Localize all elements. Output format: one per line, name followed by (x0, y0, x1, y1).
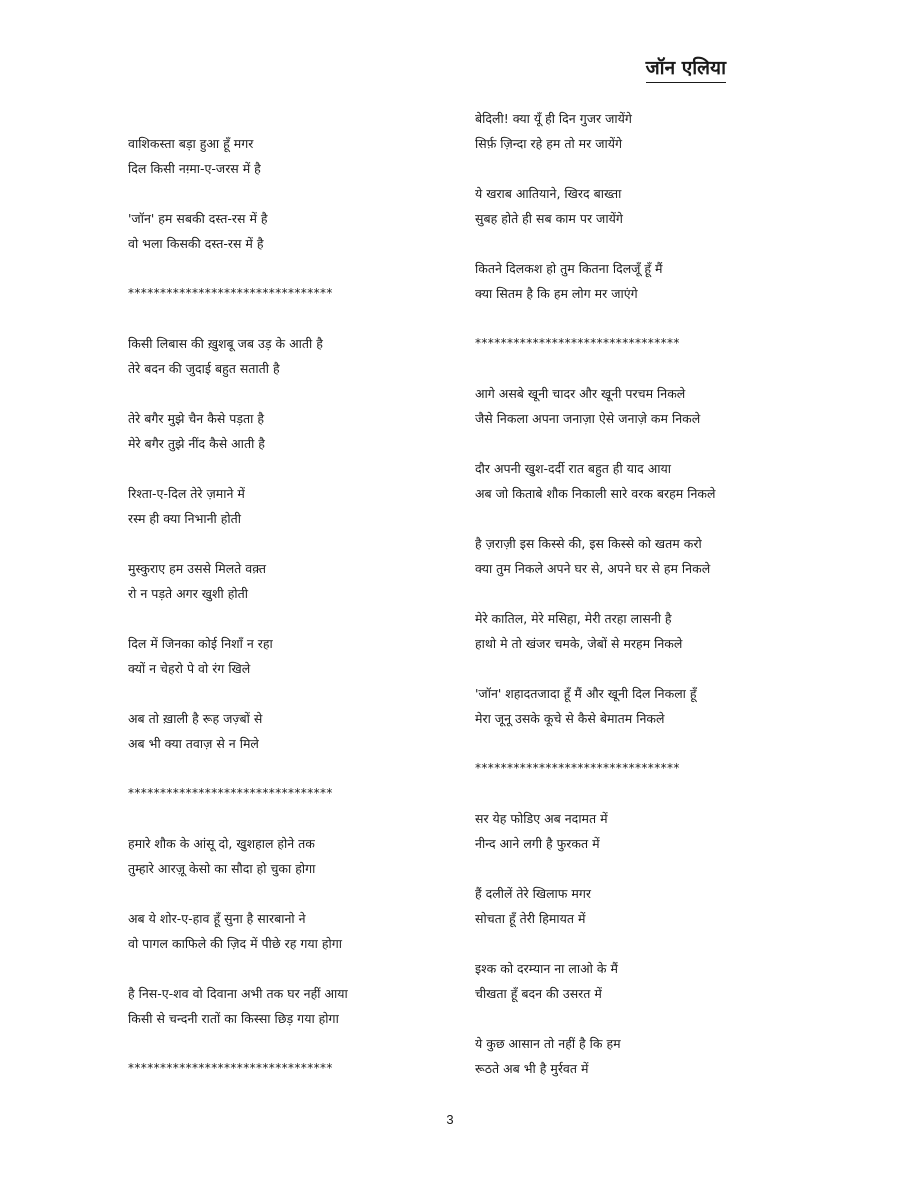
verse-line: कितने दिलकश हो तुम कितना दिलजूँ हूँ मैं (475, 261, 663, 276)
verse-line: मुस्कुराए हम उससे मिलते वक़्त (128, 561, 267, 576)
verse-line: सोचता हूँ तेरी हिमायत में (475, 911, 586, 926)
verse-line: क्यों न चेहरो पे वो रंग खिले (128, 661, 251, 676)
couplet (475, 1031, 805, 1081)
couplet (475, 256, 805, 306)
stanza-gap (128, 606, 458, 631)
verse-line: सर येह फोडिए अब नदामत में (475, 811, 608, 826)
verse-line: वो पागल काफिले की ज़िद में पीछे रह गया होगा (128, 936, 342, 951)
verse-line: तेरे बगैर मुझे चैन कैसे पड़ता है (128, 411, 265, 426)
couplet (128, 706, 458, 756)
stanza-gap (128, 181, 458, 206)
stanza-gap (128, 1031, 458, 1056)
right-column (475, 106, 805, 1081)
stanza-gap (128, 456, 458, 481)
verse-line: हैं दलीलें तेरे खिलाफ मगर (475, 886, 592, 901)
verse-line: किसी लिबास की ख़ुशबू जब उड़ के आती है (128, 336, 323, 351)
verse-line: तुम्हारे आरज़ू केसो का सौदा हो चुका होगा (128, 861, 316, 876)
stanza-gap (128, 806, 458, 831)
stanza-gap (475, 581, 805, 606)
stanza-gap (128, 531, 458, 556)
verse-line: अब ये शोर-ए-हाव हूँ सुना है सारबानो ने (128, 911, 306, 926)
verse-line: दौर अपनी खुश-दर्दी रात बहुत ही याद आया (475, 461, 672, 476)
couplet (475, 531, 805, 581)
stanza-gap (128, 756, 458, 781)
verse-line: तेरे बदन की जुदाई बहुत सताती है (128, 361, 280, 376)
verse-line: मेरे बगैर तुझे नींद कैसे आती है (128, 436, 265, 451)
couplet (475, 956, 805, 1006)
stanza-gap (475, 781, 805, 806)
couplet (475, 456, 805, 506)
stanza-gap (128, 956, 458, 981)
stanza-gap (475, 1006, 805, 1031)
verse-line: जैसे निकला अपना जनाज़ा ऐसे जनाज़े कम निकले (475, 411, 701, 426)
couplet (128, 631, 458, 681)
verse-line: अब भी क्या तवाज़ से न मिले (128, 736, 259, 751)
stanza-gap (475, 431, 805, 456)
verse-line: दिल में जिनका कोई निशाँ न रहा (128, 636, 273, 651)
verse-line: मेरे कातिल, मेरे मसिहा, मेरी तरहा लासनी है (475, 611, 672, 626)
verse-line: क्या तुम निकले अपने घर से, अपने घर से हम निकले (475, 561, 711, 576)
couplet (475, 606, 805, 656)
verse-line: वाशिकस्ता बड़ा हुआ हूँ मगर (128, 136, 254, 151)
verse-line: अब जो किताबे शौक निकाली सारे वरक बरहम निकले (475, 486, 716, 501)
stanza-gap (475, 506, 805, 531)
verse-line: ये कुछ आसान तो नहीं है कि हम (475, 1036, 621, 1051)
separator-line: ******************************** (475, 761, 680, 775)
stanza-gap (475, 306, 805, 331)
couplet (128, 206, 458, 256)
stanza-gap (475, 231, 805, 256)
separator-line: ******************************** (128, 786, 333, 800)
stanza-gap (475, 931, 805, 956)
verse-line: 'जॉन' हम सबकी दस्त-रस में है (128, 211, 268, 226)
couplet (475, 881, 805, 931)
couplet (128, 981, 458, 1031)
page-number: 3 (446, 1112, 454, 1127)
couplet (128, 131, 458, 181)
verse-line: है ज़राज़ी इस किस्से की, इस किस्से को खतम करो (475, 536, 702, 551)
left-column (128, 131, 458, 1081)
verse-line: किसी से चन्दनी रातों का किस्सा छिड़ गया होगा (128, 1011, 339, 1026)
couplet (128, 406, 458, 456)
stanza-gap (128, 381, 458, 406)
verse-line: इश्क को दरम्यान ना लाओ के मैं (475, 961, 618, 976)
verse-line: ये खराब आतियाने, खिरद बाख्ता (475, 186, 622, 201)
stanza-gap (475, 856, 805, 881)
verse-line: है निस-ए-शव वो दिवाना अभी तक घर नहीं आया (128, 986, 348, 1001)
verse-line: वो भला किसकी दस्त-रस में है (128, 236, 264, 251)
couplet (128, 831, 458, 881)
couplet (475, 806, 805, 856)
stanza-gap (475, 731, 805, 756)
couplet (475, 106, 805, 156)
verse-line: मेरा जूनू उसके कूचे से कैसे बेमातम निकले (475, 711, 665, 726)
stanza-gap (475, 356, 805, 381)
stanza-gap (128, 881, 458, 906)
page-title: जॉन एलिया (646, 56, 726, 83)
separator-line: ******************************** (475, 336, 680, 350)
verse-line: क्या सितम है कि हम लोग मर जाएंगे (475, 286, 638, 301)
verse-line: सिर्फ़ ज़िन्दा रहे हम तो मर जायेंगे (475, 136, 623, 151)
couplet (128, 331, 458, 381)
couplet (475, 181, 805, 231)
verse-line: नीन्द आने लगी है फुरकत में (475, 836, 600, 851)
stanza-gap (475, 656, 805, 681)
stanza-gap (128, 256, 458, 281)
verse-line: हमारे शौक के आंसू दो, खुशहाल होने तक (128, 836, 315, 851)
couplet (475, 681, 805, 731)
verse-line: हाथो मे तो खंजर चमके, जेबों से मरहम निकले (475, 636, 683, 651)
stanza-gap (128, 306, 458, 331)
separator-line: ******************************** (128, 1061, 333, 1075)
couplet (128, 481, 458, 531)
stanza-gap (475, 156, 805, 181)
verse-line: अब तो ख़ाली है रूह जज़्बों से (128, 711, 263, 726)
verse-line: सुबह होते ही सब काम पर जायेंगे (475, 211, 623, 226)
couplet (128, 556, 458, 606)
verse-line: दिल किसी नग़्मा-ए-जरस में है (128, 161, 261, 176)
verse-line: रस्म ही क्या निभानी होती (128, 511, 242, 526)
verse-line: बेदिली! क्या यूँ ही दिन गुजर जायेंगे (475, 111, 632, 126)
couplet (475, 381, 805, 431)
verse-line: 'जॉन' शहादतजादा हूँ मैं और खूनी दिल निकला हूँ (475, 686, 697, 701)
verse-line: रूठते अब भी है मुर्रवत में (475, 1061, 589, 1076)
verse-line: रो न पड़ते अगर खुशी होती (128, 586, 248, 601)
verse-line: चीखता हूँ बदन की उसरत में (475, 986, 602, 1001)
couplet (128, 906, 458, 956)
separator-line: ******************************** (128, 286, 333, 300)
stanza-gap (128, 681, 458, 706)
verse-line: रिश्ता-ए-दिल तेरे ज़माने में (128, 486, 245, 501)
verse-line: आगे असबे खूनी चादर और खूनी परचम निकले (475, 386, 686, 401)
